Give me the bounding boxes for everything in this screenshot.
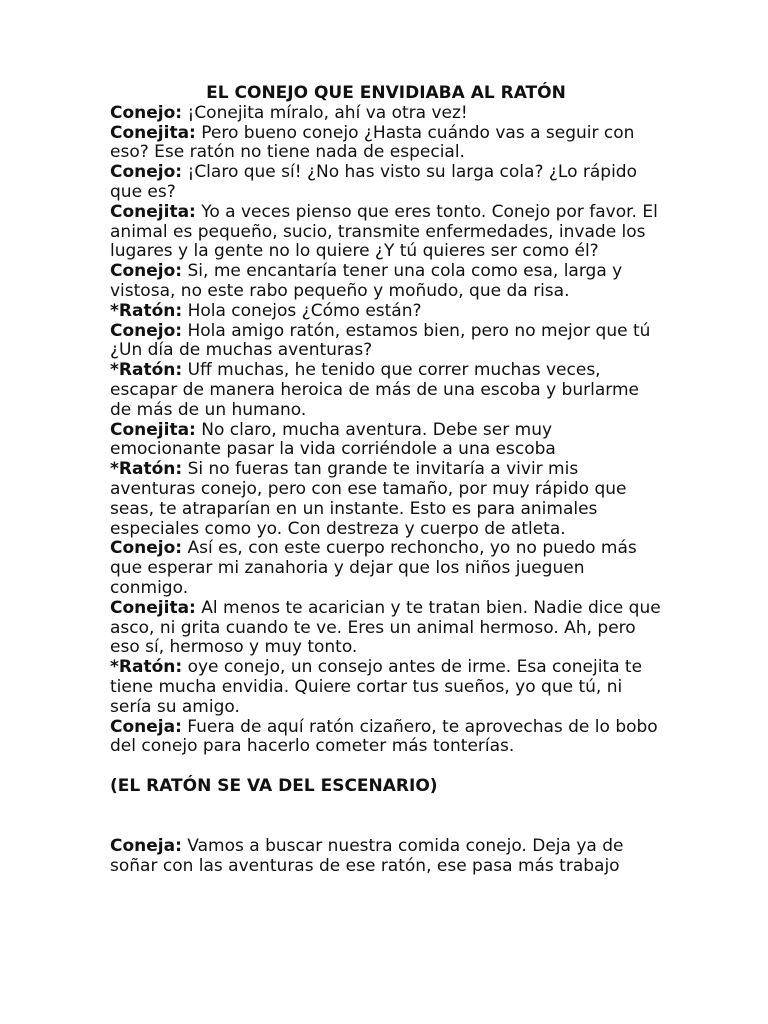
dialogue-text: Así es, con este cuerpo rechoncho, yo no puedo más que esperar mi zanahoria y dejar que los niños jueguen conmigo. [110, 538, 637, 598]
dialogue-text: Pero bueno conejo ¿Hasta cuándo vas a seguir con eso? Ese ratón no tiene nada de especial. [110, 122, 635, 163]
dialogue-line [110, 837, 662, 877]
dialogue-line [110, 658, 662, 717]
dialogue-line [110, 599, 662, 658]
dialogue-text: ¡Conejita míralo, ahí va otra vez! [182, 102, 468, 123]
dialogue-line [110, 203, 662, 262]
document-title: EL CONEJO QUE ENVIDIABA AL RATÓN [206, 83, 566, 103]
dialogue-text: ¡Claro que sí! ¿No has visto su larga cola? ¿Lo rápido que es? [110, 162, 637, 202]
spacer [110, 797, 662, 837]
dialogue-text: Vamos a buscar nuestra comida conejo. Deja ya de soñar con las aventuras de ese ratón, ese pasa más trabajo [110, 835, 624, 876]
dialogue-text: Si, me encantaría tener una cola como esa, larga y vistosa, no este rabo pequeño y moñudo, que da risa. [110, 261, 623, 301]
dialogue-line [110, 104, 662, 124]
speaker-name: Conejo: [110, 261, 183, 282]
speaker-name: *Ratón: [110, 360, 183, 381]
dialogue-line [110, 361, 662, 420]
dialogue-line [110, 322, 662, 362]
dialogue-line [110, 124, 662, 164]
dialogue-text: Si no fueras tan grande te invitaría a vivir mis aventuras conejo, pero con ese tamaño, por muy rápido que seas, te atraparían en un instante. Esto es para animales especiales como yo. Con destreza y cuerpo de atleta. [110, 459, 627, 539]
dialogue-text: Hola amigo ratón, estamos bien, pero no mejor que tú ¿Un día de muchas aventuras? [110, 320, 651, 361]
speaker-name: Coneja: [110, 835, 182, 856]
speaker-name: Conejo: [110, 538, 183, 559]
dialogue-line [110, 539, 662, 598]
dialogue-text: Uff muchas, he tenido que correr muchas veces, escapar de manera heroica de más de una escoba y burlarme de más de un humano. [110, 360, 639, 420]
speaker-name: *Ratón: [110, 300, 183, 321]
dialogue-text: Fuera de aquí ratón cizañero, te aprovechas de lo bobo del conejo para hacerlo cometer más tonterías. [110, 716, 658, 757]
dialogue-line [110, 163, 662, 203]
dialogue-line [110, 262, 662, 302]
speaker-name: Conejo: [110, 162, 183, 183]
dialogue-text: No claro, mucha aventura. Debe ser muy emocionante pasar la vida corriéndole a una escoba [110, 419, 556, 460]
dialogue-line [110, 421, 662, 461]
speaker-name: Conejo: [110, 102, 183, 123]
spacer [110, 757, 662, 777]
dialogue-line [110, 718, 662, 758]
dialogue-text: Hola conejos ¿Cómo están? [182, 300, 422, 321]
speaker-name: *Ratón: [110, 459, 183, 480]
speaker-name: Conejita: [110, 122, 196, 143]
speaker-name: Coneja: [110, 716, 182, 737]
stage-direction: (EL RATÓN SE VA DEL ESCENARIO) [110, 776, 438, 797]
dialogue-line [110, 460, 662, 539]
dialogue-line [110, 302, 662, 322]
dialogue-text: Yo a veces pienso que eres tonto. Conejo por favor. El animal es pequeño, sucio, transmite enfermedades, invade los lugares y la gente no lo quiere ¿Y tú quieres ser como él? [110, 201, 658, 262]
speaker-name: Conejita: [110, 419, 196, 440]
dialogue-text: oye conejo, un consejo antes de irme. Esa conejita te tiene mucha envidia. Quiere cortar tus sueños, yo que tú, ni sería su amigo. [110, 657, 643, 717]
speaker-name: Conejo: [110, 320, 183, 341]
speaker-name: Conejita: [110, 201, 196, 222]
speaker-name: *Ratón: [110, 657, 183, 678]
document-page [110, 84, 662, 876]
speaker-name: Conejita: [110, 597, 196, 618]
dialogue-text: Al menos te acarician y te tratan bien. Nadie dice que asco, ni grita cuando te ve. Eres un animal hermoso. Ah, pero eso sí, hermoso y muy tonto. [110, 597, 661, 658]
